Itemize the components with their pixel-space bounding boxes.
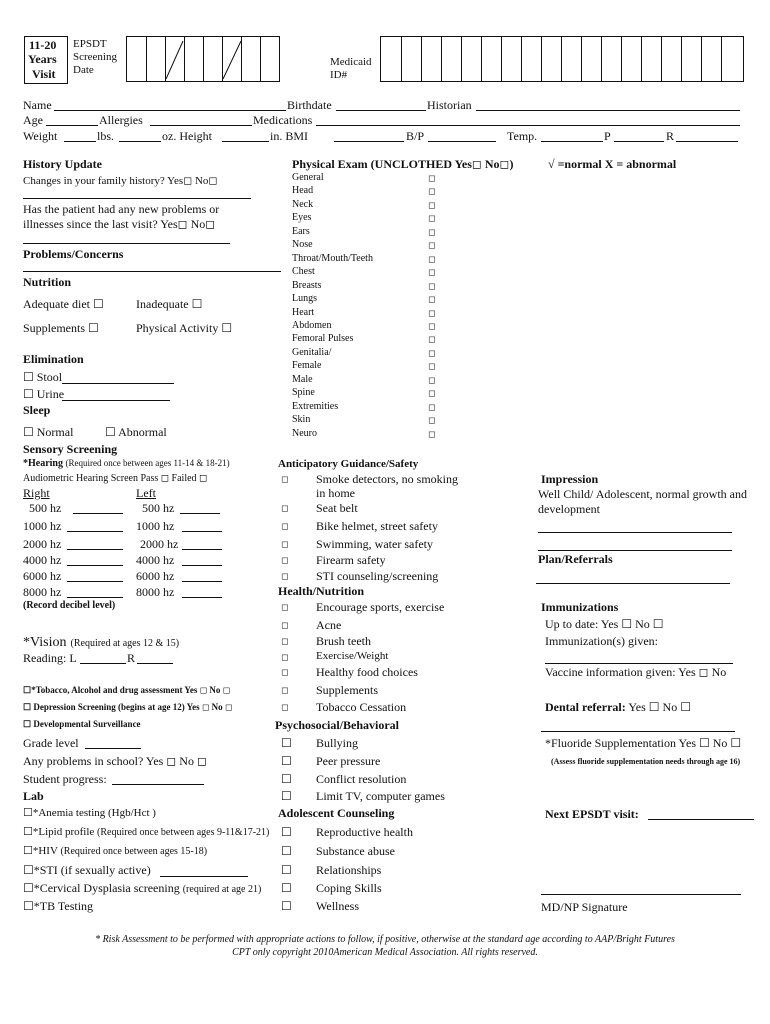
- right-freq-label: 8000 hz: [23, 585, 62, 599]
- guidance-checkbox[interactable]: ◻: [281, 620, 289, 630]
- exam-item-checkbox[interactable]: ◻: [428, 334, 436, 344]
- dental-referral-line[interactable]: [541, 731, 735, 732]
- exam-item-checkbox[interactable]: ◻: [428, 308, 436, 318]
- guidance-item: Tobacco Cessation: [316, 700, 407, 714]
- history-title: History Update: [23, 157, 102, 171]
- left-freq-field[interactable]: [182, 581, 222, 582]
- impression-line-1[interactable]: [538, 532, 732, 533]
- birthdate-field[interactable]: [336, 110, 426, 111]
- left-freq-label: 8000 hz: [136, 585, 175, 599]
- hearing-label: [23, 458, 230, 469]
- guidance-checkbox[interactable]: ◻: [281, 503, 289, 513]
- adequate-diet-checkbox[interactable]: Adequate diet ☐: [23, 297, 104, 311]
- date-slashes: [127, 37, 279, 81]
- guidance-checkbox[interactable]: ◻: [281, 539, 289, 549]
- reading-left-field[interactable]: [80, 663, 126, 664]
- exam-item-checkbox[interactable]: ◻: [428, 429, 436, 439]
- exam-item-checkbox[interactable]: ◻: [428, 415, 436, 425]
- hiv-label: ☐*HIV: [23, 845, 58, 857]
- guidance-checkbox[interactable]: ☐: [281, 789, 292, 803]
- right-freq-field[interactable]: [67, 597, 123, 598]
- vision-label-text: *Vision: [23, 635, 67, 650]
- exam-item-checkbox[interactable]: ◻: [428, 213, 436, 223]
- guidance-item: Reproductive health: [316, 825, 413, 839]
- record-decibel-note: (Record decibel level): [23, 600, 116, 611]
- resp-field[interactable]: [676, 141, 738, 142]
- exam-item-label: Throat/Mouth/Teeth: [292, 253, 373, 264]
- pulse-label: P: [604, 129, 611, 143]
- depression-screening-checkbox[interactable]: ☐ Depression Screening (begins at age 12) Yes ◻ No ◻: [23, 702, 233, 712]
- allergies-field[interactable]: [150, 125, 252, 126]
- medicaid-label: [330, 56, 372, 82]
- exam-item-label: Femoral Pulses: [292, 333, 354, 344]
- sti-checkbox[interactable]: ☐*STI (if sexually active): [23, 863, 151, 877]
- guidance-item: Exercise/Weight: [316, 650, 389, 662]
- epsdt-label-l2: Screening: [73, 51, 117, 63]
- fluoride-note: (Assess fluoride supplementation needs through age 16): [551, 757, 741, 766]
- right-freq-label: 2000 hz: [23, 537, 62, 551]
- exam-item-label: Breasts: [292, 280, 322, 291]
- immunizations-given-field[interactable]: [545, 663, 733, 664]
- guidance-checkbox[interactable]: ◻: [281, 555, 289, 565]
- reading-label: Reading: L: [23, 651, 77, 665]
- school-problems-question[interactable]: Any problems in school? Yes ◻ No ◻: [23, 754, 207, 768]
- guidance-item: Relationships: [316, 863, 382, 877]
- exam-item-label: Neuro: [292, 428, 317, 439]
- exam-item-checkbox[interactable]: ◻: [428, 321, 436, 331]
- exam-item-label: Eyes: [292, 212, 312, 223]
- footer-risk-note: * Risk Assessment to be performed with appropriate actions to follow, if positive, otherwise at the standard age according to AAP/Bright Futures: [95, 934, 675, 945]
- right-freq-label: 4000 hz: [23, 553, 62, 567]
- guidance-item: STI counseling/screening: [316, 569, 439, 583]
- lab-title: Lab: [23, 789, 44, 803]
- right-freq-label: 6000 hz: [23, 569, 62, 583]
- exam-item-label: Female: [292, 360, 322, 371]
- guidance-item: Encourage sports, exercise: [316, 600, 445, 614]
- lipid-label: ☐*Lipid profile: [23, 826, 95, 838]
- guidance-checkbox[interactable]: ☐: [281, 844, 292, 858]
- epsdt-label: [73, 38, 117, 77]
- reading-right-field[interactable]: [137, 663, 173, 664]
- reading-right-label: R: [127, 651, 136, 665]
- exam-item-label: Heart: [292, 307, 315, 318]
- exam-item-checkbox[interactable]: ◻: [428, 281, 436, 291]
- right-freq-field[interactable]: [67, 581, 123, 582]
- sleep-abnormal-checkbox[interactable]: ☐ Abnormal: [105, 425, 167, 439]
- right-ear-header: Right: [23, 486, 50, 500]
- guidance-checkbox[interactable]: ◻: [281, 636, 289, 646]
- student-progress-field[interactable]: [112, 784, 204, 785]
- exam-item-checkbox[interactable]: ◻: [428, 173, 436, 183]
- medicaid-id-boxes[interactable]: [380, 36, 744, 82]
- exam-item-checkbox[interactable]: ◻: [428, 186, 436, 196]
- exam-item-label: Head: [292, 185, 314, 196]
- right-freq-field[interactable]: [73, 513, 123, 514]
- bp-label: B/P: [406, 129, 425, 143]
- signature-label: MD/NP Signature: [541, 900, 628, 914]
- guidance-item: Firearm safety: [316, 553, 386, 567]
- student-progress-label: Student progress:: [23, 772, 107, 786]
- age-visit-label: Visit: [32, 67, 56, 81]
- oz-height-label: oz. Height: [162, 129, 212, 143]
- exam-item-label: Chest: [292, 266, 315, 277]
- tb-testing-checkbox[interactable]: ☐*TB Testing: [23, 899, 94, 913]
- weight-lbs-field[interactable]: [64, 141, 96, 142]
- medicaid-label-l2: ID#: [330, 69, 348, 81]
- exam-item-label: Neck: [292, 199, 314, 210]
- guidance-checkbox[interactable]: ☐: [281, 754, 292, 768]
- problems-question-l2[interactable]: illnesses since the last visit? Yes◻ No◻: [23, 217, 216, 231]
- nutrition-title: Nutrition: [23, 275, 71, 289]
- pulse-field[interactable]: [614, 141, 664, 142]
- left-freq-label: 6000 hz: [136, 569, 175, 583]
- exam-item-label: Abdomen: [292, 320, 332, 331]
- exam-item-checkbox[interactable]: ◻: [428, 348, 436, 358]
- medicaid-label-l1: Medicaid: [330, 56, 372, 68]
- developmental-surveillance-checkbox[interactable]: ☐ Developmental Surveillance: [23, 719, 141, 729]
- left-freq-label: 2000 hz: [140, 537, 179, 551]
- elimination-title: Elimination: [23, 352, 84, 366]
- exam-item-label: Skin: [292, 414, 311, 425]
- exam-item-label: Nose: [292, 239, 313, 250]
- left-ear-header: Left: [136, 486, 156, 500]
- guidance-checkbox[interactable]: ◻: [281, 602, 289, 612]
- exam-item-checkbox[interactable]: ◻: [428, 402, 436, 412]
- exam-item-label: General: [292, 172, 324, 183]
- medications-label: Medications: [253, 113, 313, 127]
- plan-referrals-title: Plan/Referrals: [538, 552, 613, 566]
- stool-checkbox[interactable]: ☐ Stool: [23, 370, 63, 384]
- left-freq-field[interactable]: [182, 565, 222, 566]
- guidance-checkbox[interactable]: ☐: [281, 772, 292, 786]
- left-freq-label: 500 hz: [142, 501, 175, 515]
- cervical-note: (required at age 21): [182, 884, 262, 895]
- guidance-checkbox[interactable]: ◻: [281, 702, 289, 712]
- lbs-label: lbs.: [97, 129, 115, 143]
- guidance-item: Wellness: [316, 899, 360, 913]
- hiv-checkbox[interactable]: [23, 844, 207, 857]
- weight-label: Weight: [23, 129, 58, 143]
- bmi-field[interactable]: [334, 141, 404, 142]
- exam-item-checkbox[interactable]: ◻: [428, 294, 436, 304]
- right-freq-field[interactable]: [67, 565, 123, 566]
- exam-item-checkbox[interactable]: ◻: [428, 240, 436, 250]
- grade-level-field[interactable]: [85, 748, 141, 749]
- guidance-item: Swimming, water safety: [316, 537, 433, 551]
- guidance-item: in home: [316, 486, 355, 500]
- urine-field[interactable]: [62, 400, 170, 401]
- guidance-checkbox[interactable]: ◻: [281, 685, 289, 695]
- hiv-note: (Required once between ages 15-18): [60, 846, 208, 857]
- immunizations-title: Immunizations: [541, 600, 619, 614]
- inadequate-checkbox[interactable]: Inadequate ☐: [136, 297, 203, 311]
- impression-text-l1: Well Child/ Adolescent, normal growth and: [538, 487, 747, 501]
- footer-copyright: CPT only copyright 2010American Medical Association. All rights reserved.: [232, 947, 538, 958]
- guidance-item: Healthy food choices: [316, 665, 418, 679]
- right-freq-label: 1000 hz: [23, 519, 62, 533]
- guidance-title: Anticipatory Guidance/Safety: [278, 458, 419, 470]
- guidance-item: Conflict resolution: [316, 772, 407, 786]
- cervical-label: ☐*Cervical Dysplasia screening: [23, 881, 180, 895]
- urine-checkbox[interactable]: ☐ Urine: [23, 387, 65, 401]
- guidance-checkbox[interactable]: ☐: [281, 899, 292, 913]
- exam-item-checkbox[interactable]: ◻: [428, 200, 436, 210]
- exam-item-checkbox[interactable]: ◻: [428, 361, 436, 371]
- sleep-title: Sleep: [23, 403, 51, 417]
- guidance-item: Limit TV, computer games: [316, 789, 445, 803]
- signature-line[interactable]: [541, 894, 741, 895]
- immunizations-given-label: Immunization(s) given:: [545, 634, 658, 648]
- guidance-item: Seat belt: [316, 501, 358, 515]
- impression-text-l2: development: [538, 502, 600, 516]
- name-label: Name: [23, 98, 52, 112]
- left-freq-field[interactable]: [182, 531, 222, 532]
- epsdt-label-l3: Date: [73, 64, 94, 76]
- guidance-section-title: Health/Nutrition: [278, 584, 364, 598]
- height-field[interactable]: [222, 141, 269, 142]
- guidance-checkbox[interactable]: ☐: [281, 825, 292, 839]
- right-freq-label: 500 hz: [29, 501, 62, 515]
- temp-field[interactable]: [541, 141, 603, 142]
- guidance-checkbox[interactable]: ◻: [281, 652, 289, 662]
- anemia-testing-checkbox[interactable]: ☐*Anemia testing (Hgb/Hct ): [23, 807, 156, 819]
- guidance-checkbox[interactable]: ◻: [281, 571, 289, 581]
- exam-item-label: Extremities: [292, 401, 339, 412]
- grade-level-label: Grade level: [23, 736, 79, 750]
- hearing-label-text: *Hearing: [23, 458, 63, 469]
- weight-oz-field[interactable]: [119, 141, 161, 142]
- birthdate-label: Birthdate: [287, 98, 332, 112]
- guidance-item: Acne: [316, 618, 342, 632]
- exam-item-label: Male: [292, 374, 313, 385]
- resp-label: R: [666, 129, 675, 143]
- dental-referral-label: Dental referral:: [545, 700, 626, 714]
- exam-item-checkbox[interactable]: ◻: [428, 227, 436, 237]
- physical-exam-title: Physical Exam (UNCLOTHED Yes◻ No◻): [292, 157, 514, 171]
- supplements-checkbox[interactable]: Supplements ☐: [23, 321, 99, 335]
- impression-title: Impression: [541, 472, 599, 486]
- guidance-checkbox[interactable]: ◻: [281, 667, 289, 677]
- hearing-note: (Required once between ages 11-14 & 18-21): [65, 458, 230, 468]
- temp-label: Temp.: [507, 129, 538, 143]
- problems-concerns-field[interactable]: [23, 271, 281, 272]
- guidance-section-title: Adolescent Counseling: [278, 806, 395, 820]
- historian-label: Historian: [427, 98, 472, 112]
- sti-field[interactable]: [160, 876, 248, 877]
- guidance-section-title: Psychosocial/Behavioral: [275, 718, 399, 732]
- impression-line-2[interactable]: [538, 550, 732, 551]
- bp-field[interactable]: [428, 141, 496, 142]
- age-years-label: Years: [28, 52, 57, 66]
- historian-field[interactable]: [476, 110, 740, 111]
- guidance-item: Smoke detectors, no smoking: [316, 472, 458, 486]
- medications-field[interactable]: [316, 125, 740, 126]
- immunization-uptodate[interactable]: Up to date: Yes ☐ No ☐: [545, 617, 664, 631]
- guidance-item: Peer pressure: [316, 754, 381, 768]
- left-freq-label: 4000 hz: [136, 553, 175, 567]
- age-field[interactable]: [46, 125, 98, 126]
- sleep-normal-checkbox[interactable]: ☐ Normal: [23, 425, 74, 439]
- exam-item-checkbox[interactable]: ◻: [428, 267, 436, 277]
- screening-date-boxes[interactable]: [126, 36, 280, 82]
- guidance-checkbox[interactable]: ☐: [281, 863, 292, 877]
- epsdt-label-l1: EPSDT: [73, 38, 107, 50]
- family-history-line[interactable]: [23, 198, 251, 199]
- left-freq-label: 1000 hz: [136, 519, 175, 533]
- guidance-item: Supplements: [316, 683, 378, 697]
- guidance-item: Bullying: [316, 736, 359, 750]
- age-range-box: [24, 36, 68, 84]
- exam-item-label: Spine: [292, 387, 315, 398]
- age-label: Age: [23, 113, 43, 127]
- dental-referral-options: Yes ☐ No ☐: [628, 700, 691, 714]
- allergies-label: Allergies: [99, 113, 143, 127]
- guidance-item: Coping Skills: [316, 881, 382, 895]
- lipid-note: (Required once between ages 9-11&17-21): [97, 827, 270, 838]
- right-freq-field[interactable]: [67, 549, 123, 550]
- dental-referral[interactable]: [545, 700, 691, 715]
- audiometric-pass-fail[interactable]: Audiometric Hearing Screen Pass ◻ Failed ◻: [23, 473, 208, 484]
- vaccine-info-given[interactable]: Vaccine information given: Yes ◻ No: [545, 665, 727, 679]
- problems-question-l1: Has the patient had any new problems or: [23, 202, 220, 216]
- guidance-item: Brush teeth: [316, 634, 371, 648]
- bmi-label: in. BMI: [270, 129, 309, 143]
- physical-activity-checkbox[interactable]: Physical Activity ☐: [136, 321, 233, 335]
- sensory-title: Sensory Screening: [23, 442, 118, 456]
- left-freq-field[interactable]: [182, 549, 222, 550]
- guidance-checkbox[interactable]: ◻: [281, 474, 289, 484]
- name-field[interactable]: [54, 110, 286, 111]
- stool-field[interactable]: [62, 383, 174, 384]
- vision-label: [23, 633, 179, 651]
- exam-item-label: Genitalia/: [292, 347, 332, 358]
- vision-note: (Required at ages 12 & 15): [70, 638, 180, 649]
- exam-item-checkbox[interactable]: ◻: [428, 375, 436, 385]
- age-range: 11-20: [29, 38, 57, 52]
- plan-referrals-field[interactable]: [536, 583, 730, 584]
- exam-item-checkbox[interactable]: ◻: [428, 388, 436, 398]
- problems-line[interactable]: [23, 243, 230, 244]
- left-freq-field[interactable]: [180, 513, 220, 514]
- next-visit-field[interactable]: [648, 819, 754, 820]
- guidance-checkbox[interactable]: ◻: [281, 521, 289, 531]
- left-freq-field[interactable]: [182, 597, 222, 598]
- guidance-item: Substance abuse: [316, 844, 395, 858]
- exam-item-label: Lungs: [292, 293, 317, 304]
- problems-title: Problems/Concerns: [23, 247, 124, 261]
- guidance-item: Bike helmet, street safety: [316, 519, 438, 533]
- exam-item-label: Ears: [292, 226, 310, 237]
- next-visit-label: Next EPSDT visit:: [545, 807, 639, 821]
- right-freq-field[interactable]: [67, 531, 123, 532]
- exam-item-checkbox[interactable]: ◻: [428, 254, 436, 264]
- guidance-checkbox[interactable]: ☐: [281, 881, 292, 895]
- lipid-profile-checkbox[interactable]: [23, 825, 269, 838]
- guidance-checkbox[interactable]: ☐: [281, 736, 292, 750]
- tobacco-assessment-checkbox[interactable]: ☐*Tobacco, Alcohol and drug assessment Yes ◻ No ◻: [23, 685, 231, 695]
- exam-legend: √ =normal X = abnormal: [548, 157, 677, 171]
- family-history-question[interactable]: Changes in your family history? Yes◻ No◻: [23, 175, 218, 187]
- cervical-screening-checkbox[interactable]: [23, 881, 261, 896]
- fluoride-supplementation[interactable]: *Fluoride Supplementation Yes ☐ No ☐: [545, 736, 742, 750]
